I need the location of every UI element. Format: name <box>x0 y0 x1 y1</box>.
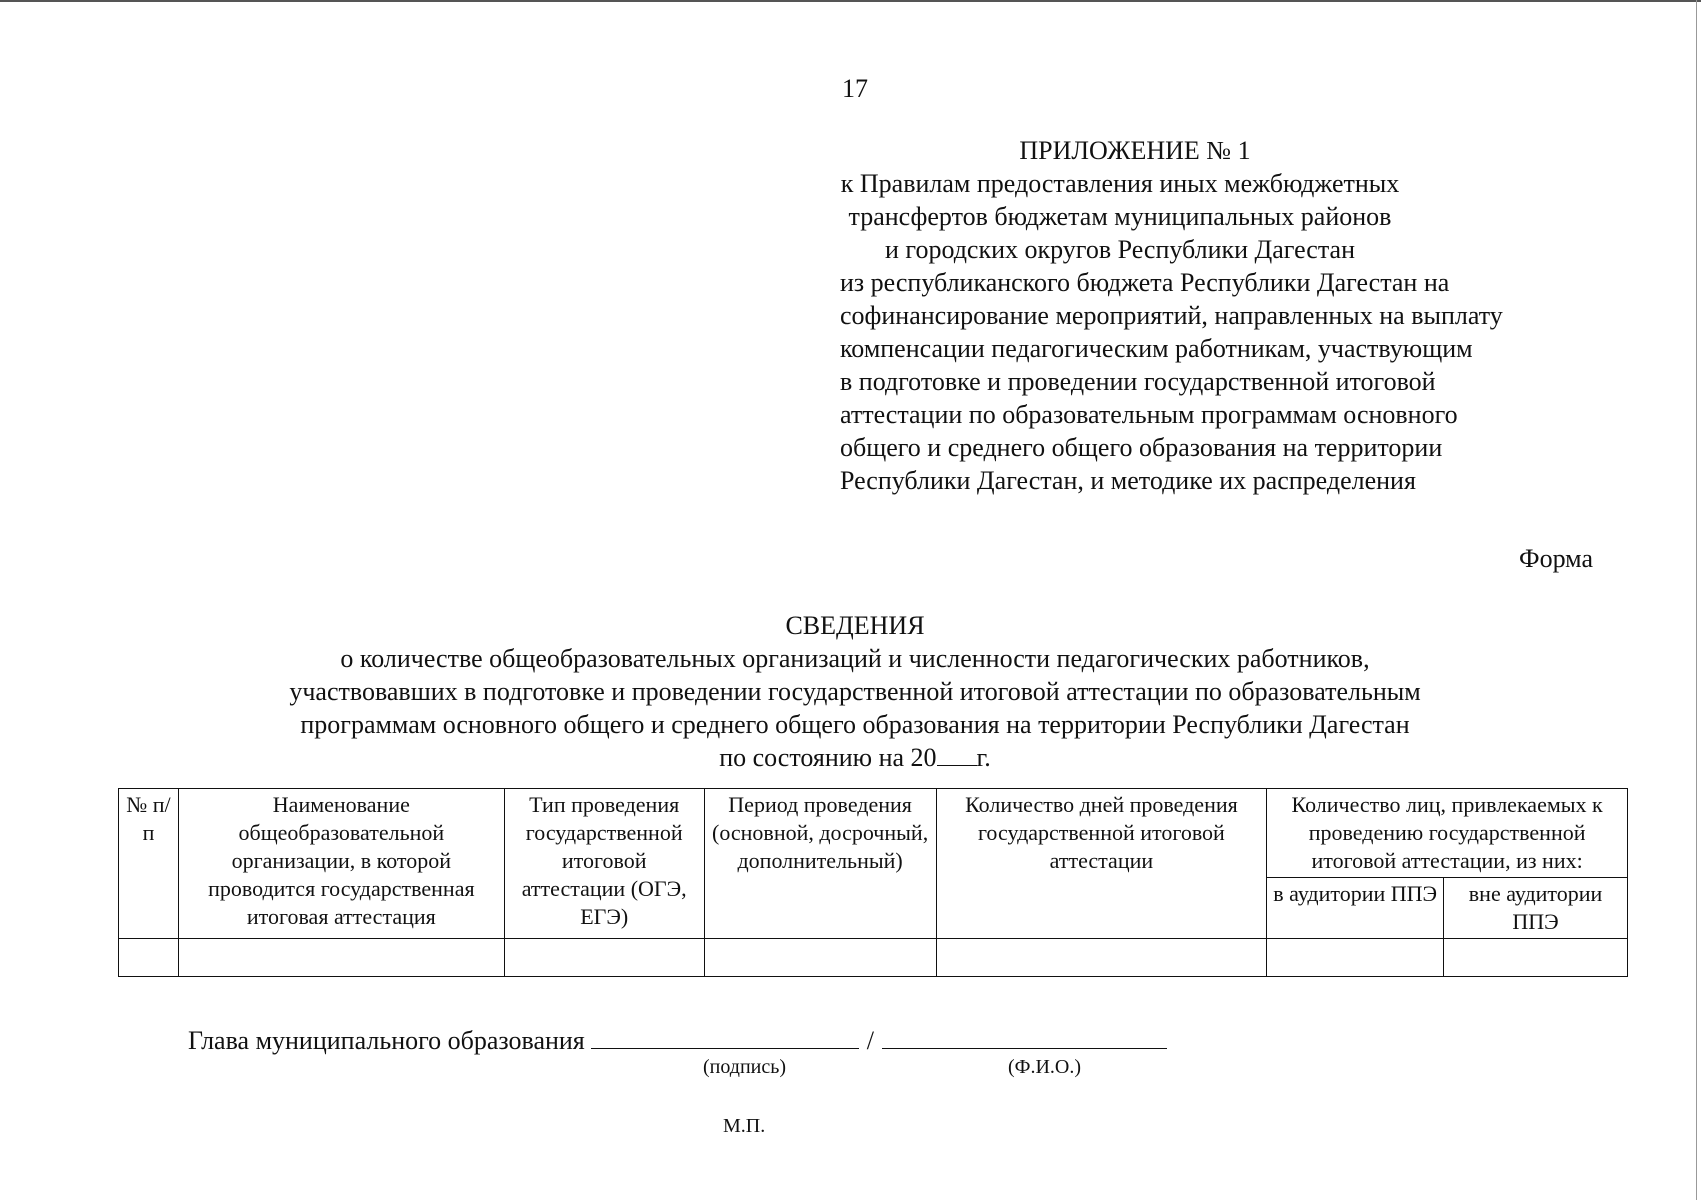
header-days: Количество дней проведения государственной итоговой аттестации <box>936 789 1267 939</box>
heading-line: участвовавших в подготовке и проведении государственной итоговой аттестации по образовательным <box>289 677 1421 706</box>
form-label: Форма <box>1519 544 1593 573</box>
signature-label: Глава муниципального образования <box>188 1026 585 1055</box>
table-cell[interactable] <box>1267 939 1444 977</box>
signature-separator: / <box>866 1026 875 1055</box>
date-line <box>0 741 1701 774</box>
stamp-label: М.П. <box>723 1115 766 1137</box>
page-number: 17 <box>842 74 868 103</box>
table-header-row <box>119 789 1628 878</box>
heading-line: программам основного общего и среднего общего образования на территории Республики Дагестан <box>300 710 1410 739</box>
subheader-inside-ppe: в аудитории ППЭ <box>1267 878 1444 939</box>
appendix-line: компенсации педагогическим работникам, участвующим <box>840 334 1473 363</box>
signature-line <box>188 1024 1167 1056</box>
table-cell[interactable] <box>119 939 179 977</box>
signature-caption: (подпись) <box>703 1056 787 1078</box>
signature-blank-field[interactable] <box>591 1024 859 1049</box>
header-persons: Количество лиц, привлекаемых к проведению государственной итоговой аттестации, из них: <box>1267 789 1628 878</box>
table-cell[interactable] <box>504 939 704 977</box>
top-scan-edge <box>0 0 1701 2</box>
document-title: СВЕДЕНИЯ <box>785 611 925 640</box>
table-cell[interactable] <box>178 939 504 977</box>
subheader-outside-ppe: вне аудитории ППЭ <box>1444 878 1628 939</box>
appendix-line: к Правилам предоставления иных межбюджетных <box>840 169 1400 198</box>
date-suffix: г. <box>976 743 991 772</box>
header-attestation-type: Тип проведения государственной итоговой аттестации (ОГЭ, ЕГЭ) <box>504 789 704 939</box>
report-table <box>118 788 1628 977</box>
header-organization: Наименование общеобразовательной организации, в которой проводится государственная итоговая аттестация <box>178 789 504 939</box>
appendix-line: общего и среднего общего образования на территории <box>840 433 1443 462</box>
appendix-line: софинансирование мероприятий, направленных на выплату <box>840 301 1503 330</box>
appendix-line: аттестации по образовательным программам основного <box>840 400 1458 429</box>
table-cell[interactable] <box>1444 939 1628 977</box>
right-scan-edge <box>1696 0 1697 1200</box>
table-cell[interactable] <box>704 939 936 977</box>
appendix-title: ПРИЛОЖЕНИЕ № 1 <box>1019 136 1251 165</box>
appendix-block <box>840 134 1503 497</box>
appendix-line: трансфертов бюджетам муниципальных районов <box>848 202 1392 231</box>
appendix-line: из республиканского бюджета Республики Дагестан на <box>840 268 1450 297</box>
date-prefix: по состоянию на 20 <box>719 743 937 772</box>
table-row <box>119 939 1628 977</box>
document-heading <box>0 609 1701 774</box>
appendix-line: Республики Дагестан, и методике их распределения <box>840 466 1416 495</box>
full-name-caption: (Ф.И.О.) <box>1008 1056 1082 1078</box>
year-blank-field[interactable] <box>937 741 977 766</box>
full-name-blank-field[interactable] <box>882 1024 1167 1049</box>
header-period: Период проведения (основной, досрочный, дополнительный) <box>704 789 936 939</box>
heading-line: о количестве общеобразовательных организаций и численности педагогических работников, <box>340 644 1370 673</box>
appendix-line: и городских округов Республики Дагестан <box>885 235 1355 264</box>
appendix-line: в подготовке и проведении государственной итоговой <box>840 367 1436 396</box>
header-number: № п/п <box>119 789 179 939</box>
table-cell[interactable] <box>936 939 1267 977</box>
